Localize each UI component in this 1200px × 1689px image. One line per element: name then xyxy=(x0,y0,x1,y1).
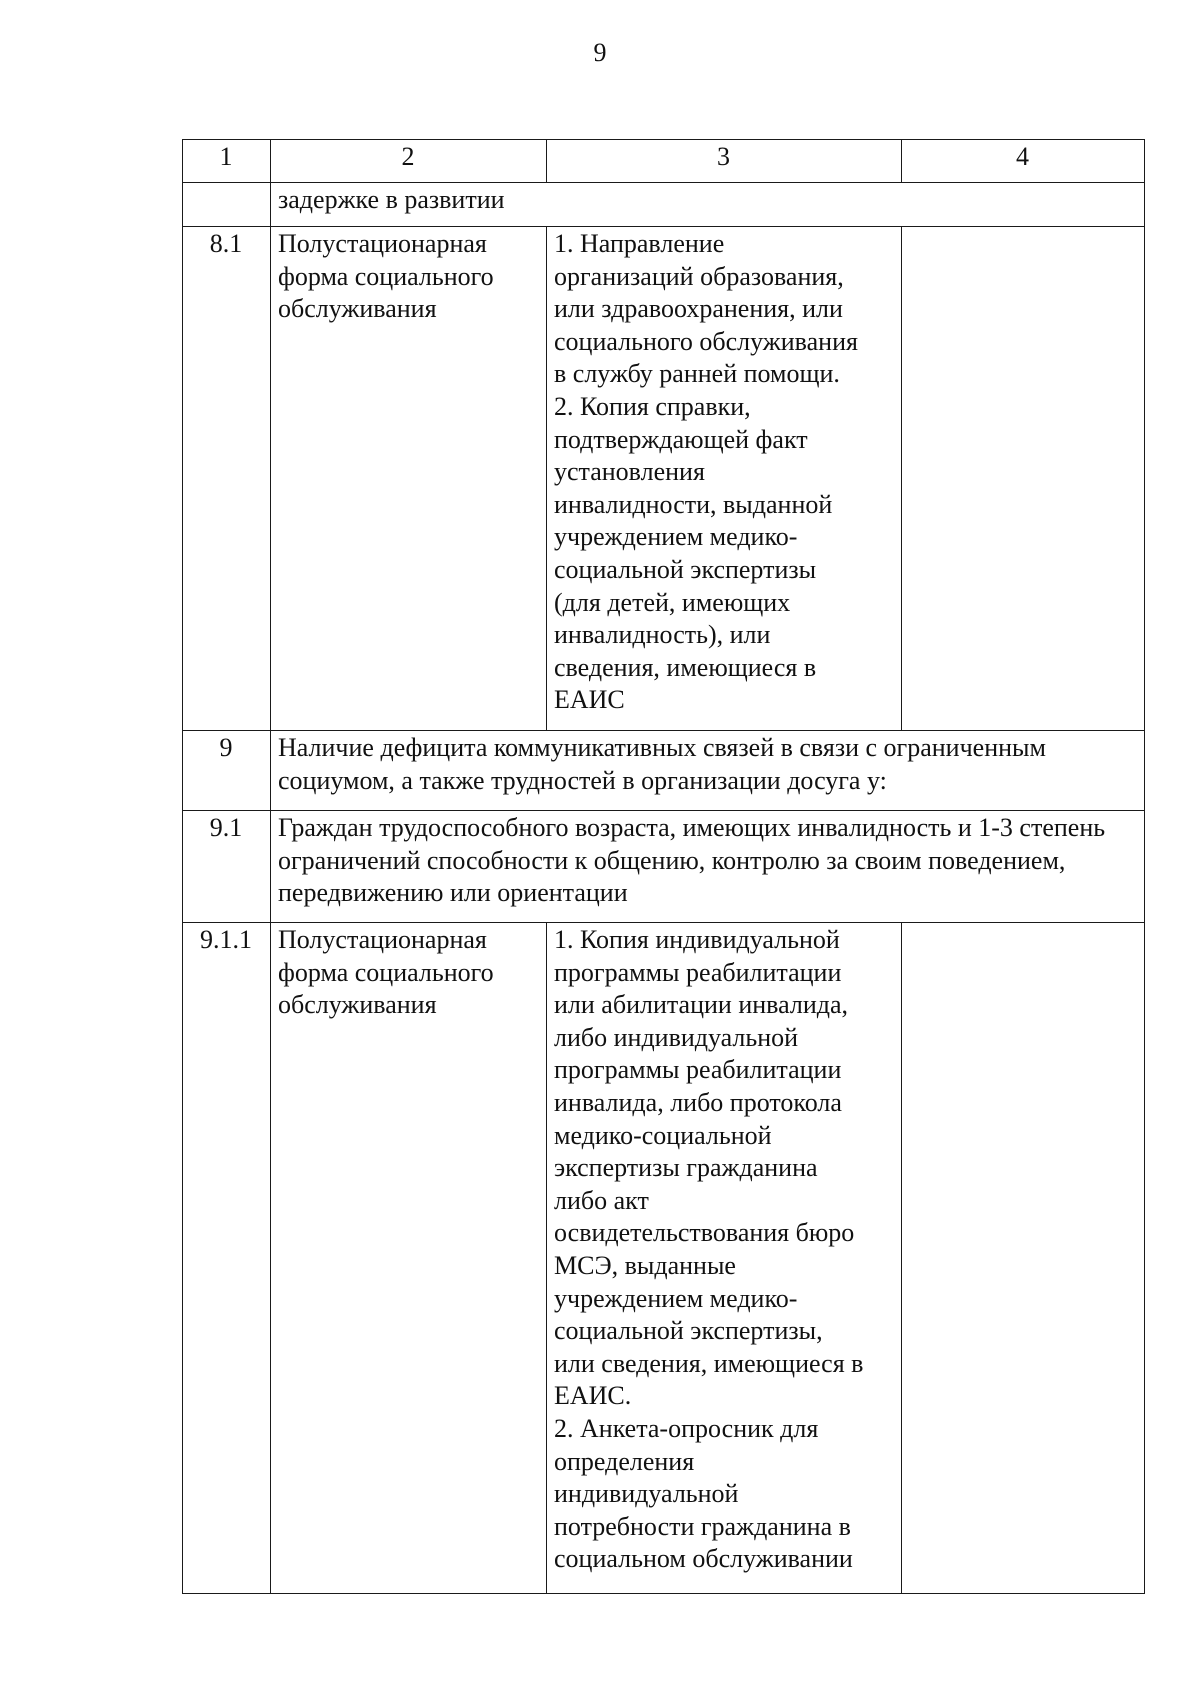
service-form-cell xyxy=(271,227,547,731)
document-line: ЕАИС. xyxy=(554,1381,632,1411)
service-form-line: обслуживания xyxy=(278,990,437,1020)
document-line: установления xyxy=(554,457,705,487)
document-line: в службу ранней помощи. xyxy=(554,359,840,389)
continuation-text: задержке в развитии xyxy=(271,183,1145,227)
document-line: определения xyxy=(554,1446,695,1476)
document-line: программы реабилитации xyxy=(554,957,842,987)
services-table xyxy=(182,139,1145,1594)
service-form-line: Полустационарная xyxy=(278,229,487,258)
document-line: учреждением медико- xyxy=(554,522,798,552)
document-line: освидетельствования бюро xyxy=(554,1218,855,1248)
row-number: 8.1 xyxy=(183,227,271,731)
document-line: инвалидности, выданной xyxy=(554,489,833,519)
column-number-4: 4 xyxy=(902,140,1145,183)
table-row-9 xyxy=(183,731,1145,811)
required-documents-cell xyxy=(547,923,902,1594)
document-line: социальном обслуживании xyxy=(554,1544,853,1574)
document-line: либо акт xyxy=(554,1185,649,1215)
document-line: (для детей, имеющих xyxy=(554,587,791,617)
notes-cell xyxy=(902,227,1145,731)
document-line: индивидуальной xyxy=(554,1479,739,1509)
table-header-row xyxy=(183,140,1145,183)
row-number xyxy=(183,183,271,227)
document-line: 2. Копия справки, xyxy=(554,391,751,421)
document-line: инвалида, либо протокола xyxy=(554,1087,842,1117)
document-line: 1. Направление xyxy=(554,229,725,258)
column-number-2: 2 xyxy=(271,140,547,183)
document-line: или здравоохранения, или xyxy=(554,294,843,324)
service-form-line: форма социального xyxy=(278,957,494,987)
table-row-8-1 xyxy=(183,227,1145,731)
document-line: подтверждающей факт xyxy=(554,424,808,454)
document-line: ЕАИС xyxy=(554,685,625,715)
document-line: сведения, имеющиеся в xyxy=(554,652,817,682)
document-line: инвалидность), или xyxy=(554,620,771,650)
document-line: потребности гражданина в xyxy=(554,1511,851,1541)
table-row-9-1-1 xyxy=(183,923,1145,1594)
row-number: 9.1.1 xyxy=(183,923,271,1594)
document-line: МСЭ, выданные xyxy=(554,1250,736,1280)
service-form-line: форма социального xyxy=(278,261,494,291)
category-description: Граждан трудоспособного возраста, имеющих инвалидность и 1-3 степень ограничений способности к общению, контролю за своим поведением, передвижению или ориентации xyxy=(271,811,1145,923)
document-line: 2. Анкета-опросник для xyxy=(554,1413,819,1443)
document-line: экспертизы гражданина xyxy=(554,1153,818,1183)
service-form-cell xyxy=(271,923,547,1594)
row-number: 9.1 xyxy=(183,811,271,923)
document-line: организаций образования, xyxy=(554,261,844,291)
column-number-1: 1 xyxy=(183,140,271,183)
document-line: или сведения, имеющиеся в xyxy=(554,1348,864,1378)
document-line: 1. Копия индивидуальной xyxy=(554,925,840,954)
document-line: социального обслуживания xyxy=(554,326,858,356)
required-documents-cell xyxy=(547,227,902,731)
document-line: программы реабилитации xyxy=(554,1055,842,1085)
page-number: 9 xyxy=(593,38,607,67)
category-description: Наличие дефицита коммуникативных связей в связи с ограниченным социумом, а также трудностей в организации досуга у: xyxy=(271,731,1145,811)
document-line: либо индивидуальной xyxy=(554,1022,799,1052)
table-row-continuation xyxy=(183,183,1145,227)
table-row-9-1 xyxy=(183,811,1145,923)
column-number-3: 3 xyxy=(547,140,902,183)
document-line: медико-социальной xyxy=(554,1120,772,1150)
service-form-line: обслуживания xyxy=(278,294,437,324)
document-line: социальной экспертизы, xyxy=(554,1316,823,1346)
document-line: или абилитации инвалида, xyxy=(554,990,849,1020)
document-line: учреждением медико- xyxy=(554,1283,798,1313)
document-line: социальной экспертизы xyxy=(554,554,817,584)
notes-cell xyxy=(902,923,1145,1594)
service-form-line: Полустационарная xyxy=(278,925,487,954)
row-number: 9 xyxy=(183,731,271,811)
